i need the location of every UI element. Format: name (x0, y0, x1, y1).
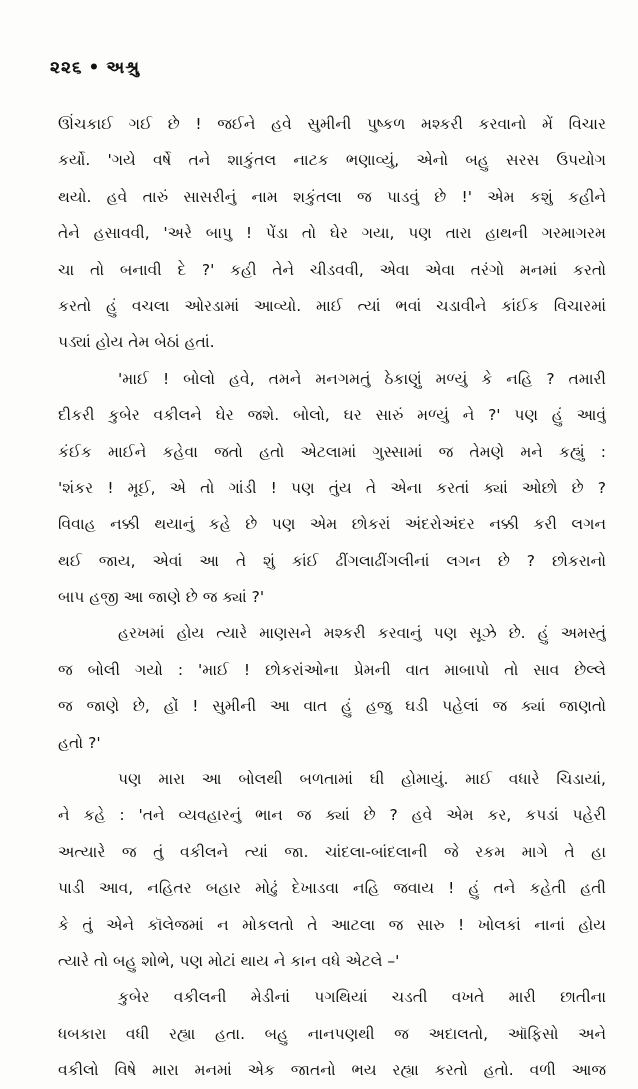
text-line: પણ મારા આ બોલથી બળતામાં ઘી હોમાયું. માઈ વધારે ચિડાયાં, (118, 770, 606, 789)
text-line: દીકરી કુબેર વકીલને ઘેર જશે. બોલો, ઘર સારું મળ્યું ને ?' પણ હું આવું (58, 406, 606, 425)
text-line: કુબેર વકીલની મેડીનાં પગથિયાં ચડતી વખતે મારી છાતીના (118, 988, 606, 1007)
text-line: 'શંકર ! મૂઈ, એ તો ગાંડી ! પણ તુંય તે એના કરતાં ક્યાં ઓછો છે ? (58, 478, 606, 497)
text-line: ને કહે : 'તને વ્યવહારનું ભાન જ ક્યાં છે ? હવે એમ કર, કપડાં પહેરી (58, 806, 606, 825)
header-bullet: • (88, 58, 101, 78)
text-line: કંઈક માઈને કહેવા જતો હતો એટલામાં ગુસ્સામાં જ તેમણે મને કહ્યું : (58, 442, 606, 461)
text-line: ધબકારા વધી રહ્યા હતા. બહુ નાનપણથી જ અદાલતો, ઑફિસો અને (58, 1024, 606, 1043)
text-line: કર્યો. 'ગયે વર્ષે તને શાકુંતલ નાટક ભણાવ્યું, એનો બહુ સરસ ઉપયોગ (58, 151, 606, 170)
text-line: હતો ?' (58, 733, 101, 752)
text-line: ત્યારે તો બહુ શોભે, પણ મોટાં થાય ને કાન વધે એટલે –' (58, 951, 400, 970)
body-text (58, 106, 606, 1089)
text-line: અત્યારે જ તું વકીલને ત્યાં જા. ચાંદલા-બાંદલાની જે રકમ માગે તે હા (58, 842, 606, 861)
running-header (50, 58, 140, 78)
text-line: વિવાહ નક્કી થયાનું કહે છે પણ એમ છોકરાં અંદરોઅંદર નક્કી કરી લગન (58, 515, 606, 534)
text-line: વકીલો વિષે મારા મનમાં એક જાતનો ભય રહ્યા કરતો હતો. વળી આજ (58, 1061, 606, 1080)
text-line: જ જાણે છે, હોં ! સુમીની આ વાત હું હજુ ઘડી પહેલાં જ ક્યાં જાણતો (58, 697, 606, 716)
text-line: હરખમાં હોય ત્યારે માણસને મશ્કરી કરવાનું પણ સૂઝે છે. હું અમસ્તું (118, 624, 606, 643)
text-line: જ બોલી ગયો : 'માઈ ! છોકરાંઓના પ્રેમની વાત માબાપો તો સાવ છેલ્લે (58, 660, 606, 679)
text-line: બાપ હજી આ જાણે છે જ ક્યાં ?' (58, 588, 265, 607)
text-line: પડ્યાં હોય તેમ બેઠાં હતાં. (58, 333, 215, 352)
text-line: થઈ જાય, એવાં આ તે શું કાંઈ ઢીંગલાઢીંગલીનાં લગન છે ? છોકરાનો (58, 551, 606, 570)
page-number: ૨૨૬ (50, 58, 83, 78)
text-line: ઊંચકાઈ ગઈ છે ! જઈને હવે સુમીની પુષ્કળ મશ્કરી કરવાનો મેં વિચાર (58, 115, 606, 133)
text-line: તેને હસાવવી, 'અરે બાપુ ! પેંડા તો ઘેર ગયા, પણ તારા હાથની ગરમાગરમ (58, 224, 606, 243)
book-title: અશ્રુ (106, 58, 141, 78)
text-line: થયો. હવે તારું સાસરીનું નામ શકુંતલા જ પાડવું છે !' એમ કશું કહીને (58, 187, 606, 206)
text-line: 'માઈ ! બોલો હવે, તમને મનગમતું ઠેકાણું મળ્યું કે નહિ ? તમારી (118, 369, 606, 388)
text-line: કરતો હું વચલા ઓરડામાં આવ્યો. માઈ ત્યાં ભવાં ચડાવીને કાંઈક વિચારમાં (58, 296, 606, 315)
text-line: ચા તો બનાવી દે ?' કહી તેને ચીડવવી, એવા એવા તરંગો મનમાં કરતો (58, 260, 606, 279)
text-line: કે તું એને કૉલેજમાં ન મોકલતો તે આટલા જ સારુ ! ખોલકાં નાનાં હોય (58, 915, 606, 934)
text-line: પાડી આવ, નહિતર બહાર મોઢું દેખાડવા નહિ જવાય ! હું તને કહેતી હતી (58, 879, 606, 898)
